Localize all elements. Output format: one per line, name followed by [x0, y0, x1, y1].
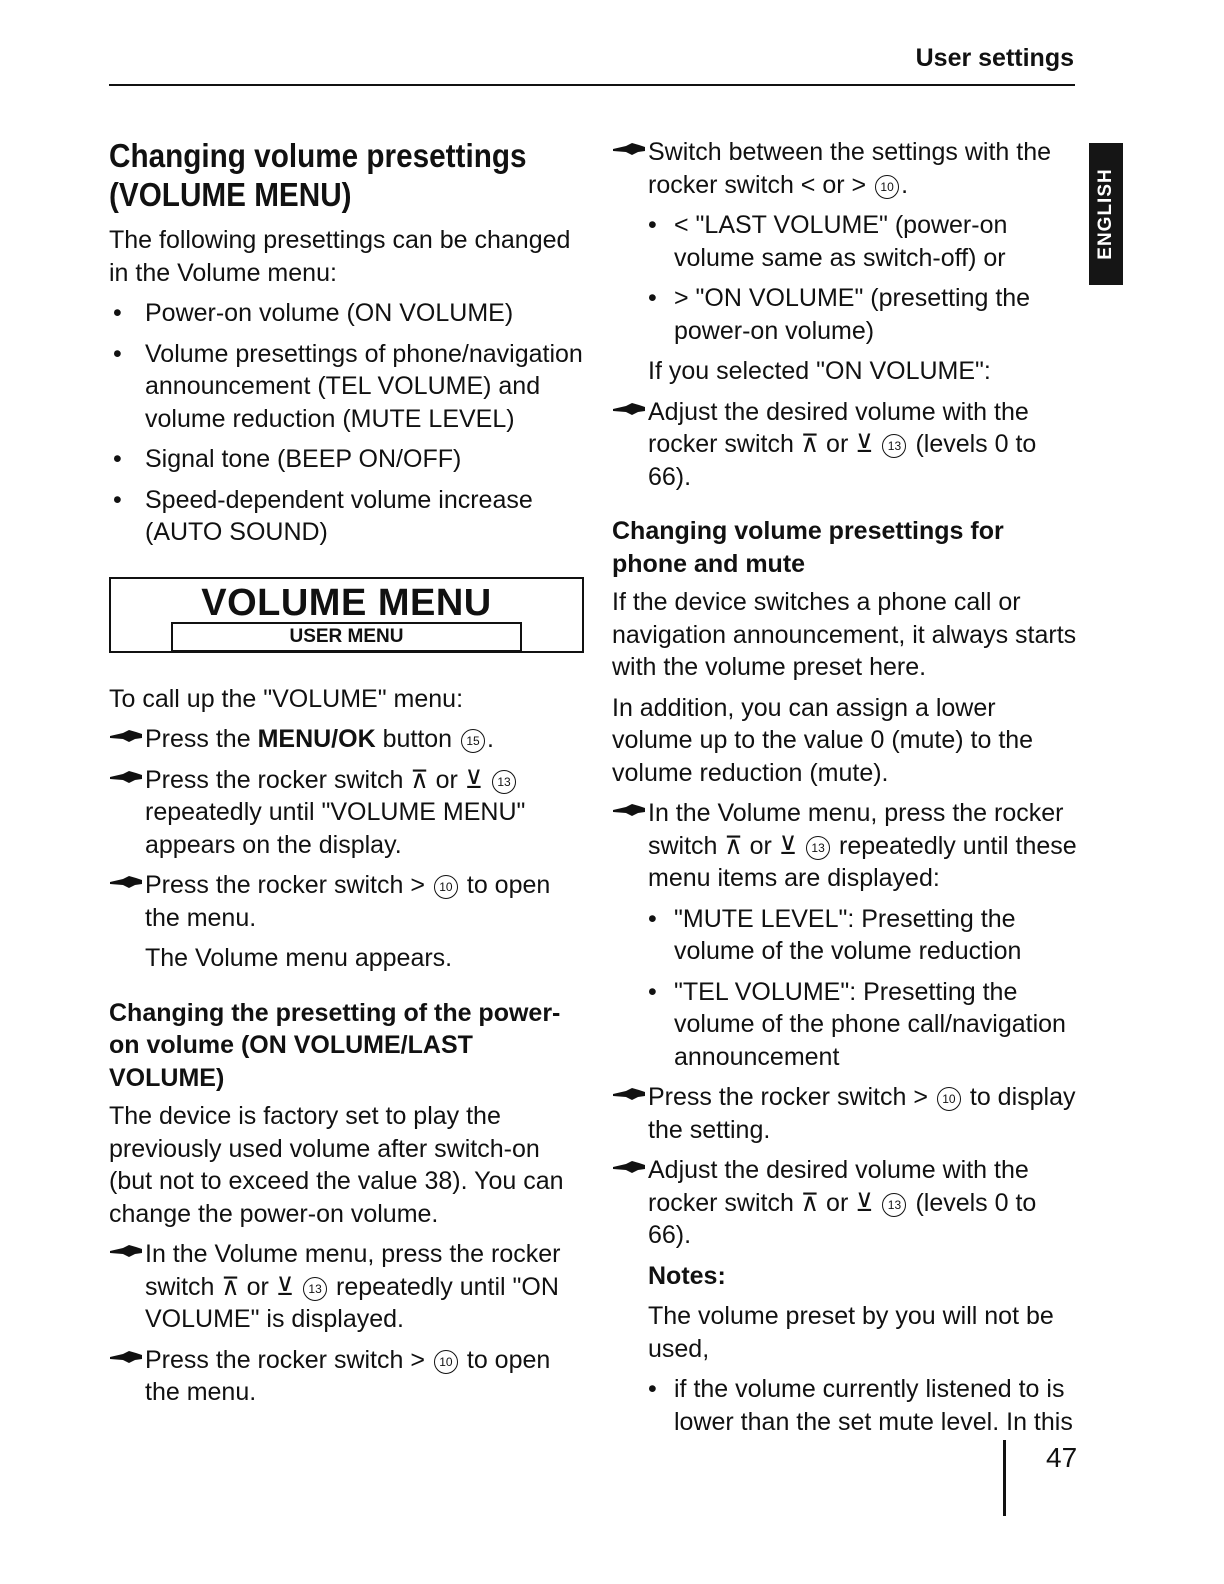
- instruction-step: Press the rocker switch > 10 to display the setting.: [612, 1081, 1082, 1146]
- call-up-text: To call up the "VOLUME" menu:: [109, 684, 464, 713]
- page-number-rule: [1003, 1440, 1006, 1516]
- instruction-step: Press the rocker switch ⊼ or ⊻ 13 repeatedly until "VOLUME MENU" appears on the display.: [109, 764, 584, 862]
- intro-text: The following presettings can be changed in the Volume menu:: [109, 226, 571, 287]
- pointing-hand-icon: [612, 1159, 646, 1175]
- page-title: Changing volume presettings (VOLUME MENU): [109, 137, 527, 213]
- list-item: • Power-on volume (ON VOLUME): [109, 297, 584, 330]
- display-main-text: VOLUME MENU: [201, 581, 492, 624]
- list-item: • "TEL VOLUME": Presetting the volume of the phone call/navigation announcement: [612, 976, 1082, 1074]
- display-illustration: [109, 577, 584, 653]
- instruction-step: Adjust the desired volume with the rocker switch ⊼ or ⊻ 13 (levels 0 to 66).: [612, 396, 1082, 494]
- page-number: 47: [1046, 1442, 1078, 1473]
- pointing-hand-icon: [109, 1349, 143, 1365]
- body-text: In addition, you can assign a lower volume up to the value 0 (mute) to the volume reduction (mute).: [612, 693, 1034, 787]
- button-name: MENU/OK: [257, 725, 376, 753]
- pointing-hand-icon: [109, 769, 143, 785]
- pointing-hand-icon: [612, 802, 646, 818]
- callout-number: 13: [882, 1193, 906, 1217]
- result-text: The Volume menu appears.: [145, 944, 453, 972]
- callout-number: 10: [875, 175, 899, 199]
- pointing-hand-icon: [612, 401, 646, 417]
- notes-text: The volume preset by you will not be used,: [648, 1302, 1054, 1363]
- pointing-hand-icon: [109, 728, 143, 744]
- list-item: • if the volume currently listened to is lower than the set mute level. In this: [612, 1373, 1082, 1438]
- callout-number: 13: [806, 836, 830, 860]
- instruction-step: Press the MENU/OK button 15 .: [109, 723, 584, 756]
- right-column: [612, 136, 1082, 1446]
- callout-number: 13: [303, 1277, 327, 1301]
- instruction-step: In the Volume menu, press the rocker switch ⊼ or ⊻ 13 repeatedly until these menu items are displayed:: [612, 797, 1082, 895]
- pointing-hand-icon: [109, 1243, 143, 1259]
- list-item: • Volume presettings of phone/navigation announcement (TEL VOLUME) and volume reduction (MUTE LEVEL): [109, 338, 584, 436]
- callout-number: 15: [461, 729, 485, 753]
- instruction-step: Switch between the settings with the rocker switch < or > 10 .: [612, 136, 1082, 201]
- instruction-step: In the Volume menu, press the rocker switch ⊼ or ⊻ 13 repeatedly until "ON VOLUME" is displayed.: [109, 1238, 584, 1336]
- pointing-hand-icon: [109, 874, 143, 890]
- callout-number: 10: [434, 1350, 458, 1374]
- body-text: The device is factory set to play the previously used volume after switch-on (but not to exceed the value 38). You can change the power-on volume.: [109, 1102, 564, 1228]
- left-column: [109, 136, 584, 1417]
- callout-number: 10: [937, 1087, 961, 1111]
- subsection-title: Changing the presetting of the power-on volume (ON VOLUME/LAST VOLUME): [109, 998, 561, 1092]
- callout-number: 13: [492, 770, 516, 794]
- instruction-step: Press the rocker switch > 10 to open the menu.: [109, 869, 584, 934]
- callout-number: 10: [434, 875, 458, 899]
- list-item: • < "LAST VOLUME" (power-on volume same as switch-off) or: [612, 209, 1082, 274]
- instruction-step: Adjust the desired volume with the rocker switch ⊼ or ⊻ 13 (levels 0 to 66).: [612, 1154, 1082, 1252]
- body-text: If the device switches a phone call or navigation announcement, it always starts with the volume preset here.: [612, 588, 1077, 681]
- language-tab: [1089, 143, 1123, 285]
- pointing-hand-icon: [612, 1086, 646, 1102]
- instruction-step: Press the rocker switch > 10 to open the menu.: [109, 1344, 584, 1409]
- list-item: • Speed-dependent volume increase (AUTO SOUND): [109, 484, 584, 549]
- body-text: If you selected "ON VOLUME":: [648, 357, 991, 385]
- display-sub-text: USER MENU: [171, 622, 522, 652]
- language-tab-label: ENGLISH: [1095, 168, 1116, 260]
- subsection-title: Changing volume presettings for phone and mute: [612, 517, 1004, 578]
- list-item: • "MUTE LEVEL": Presetting the volume of the volume reduction: [612, 903, 1082, 968]
- callout-number: 13: [882, 434, 906, 458]
- list-item: • Signal tone (BEEP ON/OFF): [109, 443, 584, 476]
- section-title: User settings: [915, 44, 1074, 72]
- notes-title: Notes:: [648, 1261, 726, 1290]
- header-rule: [109, 84, 1075, 86]
- pointing-hand-icon: [612, 141, 646, 157]
- list-item: • > "ON VOLUME" (presetting the power-on volume): [612, 282, 1082, 347]
